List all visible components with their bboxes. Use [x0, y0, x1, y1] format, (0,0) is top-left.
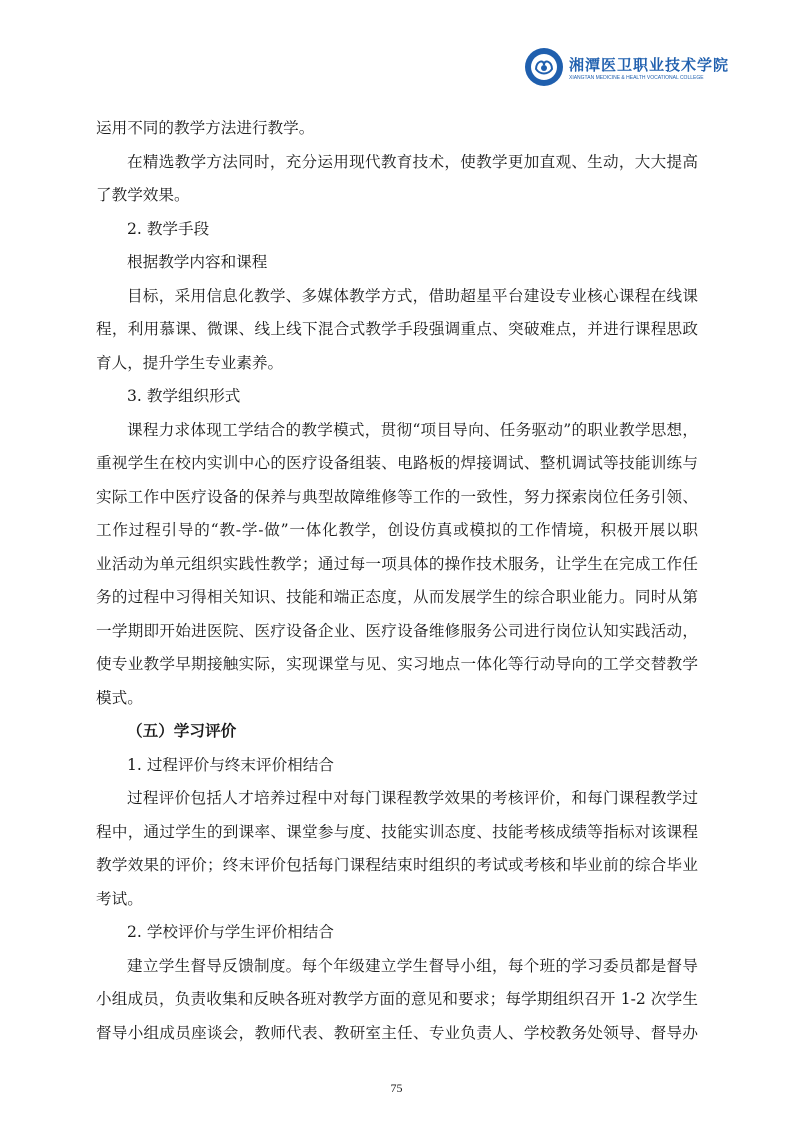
college-logo [524, 44, 730, 90]
text-line: 教学效果的评价；终末评价包括每门课程结束时组织的考试或考核和毕业前的综合毕业 [96, 856, 698, 874]
text-line: 育人，提升学生专业素养。 [96, 353, 284, 372]
text-line: 小组成员，负责收集和反映各班对教学方面的意见和要求；每学期组织召开 1-2 次学生 [96, 990, 698, 1008]
section-heading: （五）学习评价 [127, 722, 237, 740]
logo-chinese-name: 湘潭医卫职业技术学院 [569, 55, 730, 74]
text-line: 工作过程引导的“教-学-做”一体化教学，创设仿真或模拟的工作情境，积极开展以职 [96, 521, 698, 539]
document-body [96, 112, 698, 1050]
page-number: 75 [390, 1081, 403, 1095]
text-line: 重视学生在校内实训中心的医疗设备组装、电路板的焊接调试、整机调试等技能训练与 [96, 454, 698, 472]
text-line: 了教学效果。 [96, 186, 190, 204]
text-line: 一学期即开始进医院、医疗设备企业、医疗设备维修服务公司进行岗位认知实践活动， [96, 621, 698, 640]
text-line: 2. 学校评价与学生评价相结合 [127, 923, 334, 941]
text-line: 业活动为单元组织实践性教学；通过每一项具体的操作技术服务，让学生在完成工作任 [96, 554, 698, 573]
text-line: 过程评价包括人才培养过程中对每门课程教学效果的考核评价，和每门课程教学过 [127, 789, 698, 807]
text-line: 建立学生督导反馈制度。每个年级建立学生督导小组，每个班的学习委员都是督导 [127, 956, 698, 975]
text-line: 目标，采用信息化教学、多媒体教学方式，借助超星平台建设专业核心课程在线课 [127, 286, 698, 305]
college-emblem-icon [524, 47, 564, 87]
text-line: 考试。 [96, 889, 143, 908]
text-line: 课程力求体现工学结合的教学模式，贯彻“项目导向、任务驱动”的职业教学思想， [127, 420, 698, 439]
logo-english-name: XIANGTAN MEDICINE & HEALTH VOCATIONAL COLLEGE [569, 74, 704, 81]
text-line: 运用不同的教学方法进行教学。 [96, 119, 315, 137]
text-line: 3. 教学组织形式 [127, 387, 241, 405]
text-line: 在精选教学方法同时，充分运用现代教育技术，使教学更加直观、生动，大大提高 [127, 152, 698, 171]
text-line: 2. 教学手段 [127, 219, 210, 238]
text-line: 模式。 [96, 688, 143, 707]
text-line: 使专业教学早期接触实际，实现课堂与见、实习地点一体化等行动导向的工学交替教学 [96, 655, 698, 673]
text-line: 根据教学内容和课程 [127, 253, 268, 271]
text-line: 1. 过程评价与终末评价相结合 [127, 755, 334, 774]
text-line: 程中，通过学生的到课率、课堂参与度、技能实训态度、技能考核成绩等指标对该课程 [96, 822, 698, 841]
text-line: 督导小组成员座谈会，教师代表、教研室主任、专业负责人、学校教务处领导、督导办 [96, 1023, 698, 1042]
text-line: 实际工作中医疗设备的保养与典型故障维修等工作的一致性，努力探索岗位任务引领、 [96, 487, 698, 506]
text-line: 程，利用慕课、微课、线上线下混合式教学手段强调重点、突破难点，并进行课程思政 [96, 320, 698, 338]
text-line: 务的过程中习得相关知识、技能和端正态度，从而发展学生的综合职业能力。同时从第 [96, 588, 698, 606]
